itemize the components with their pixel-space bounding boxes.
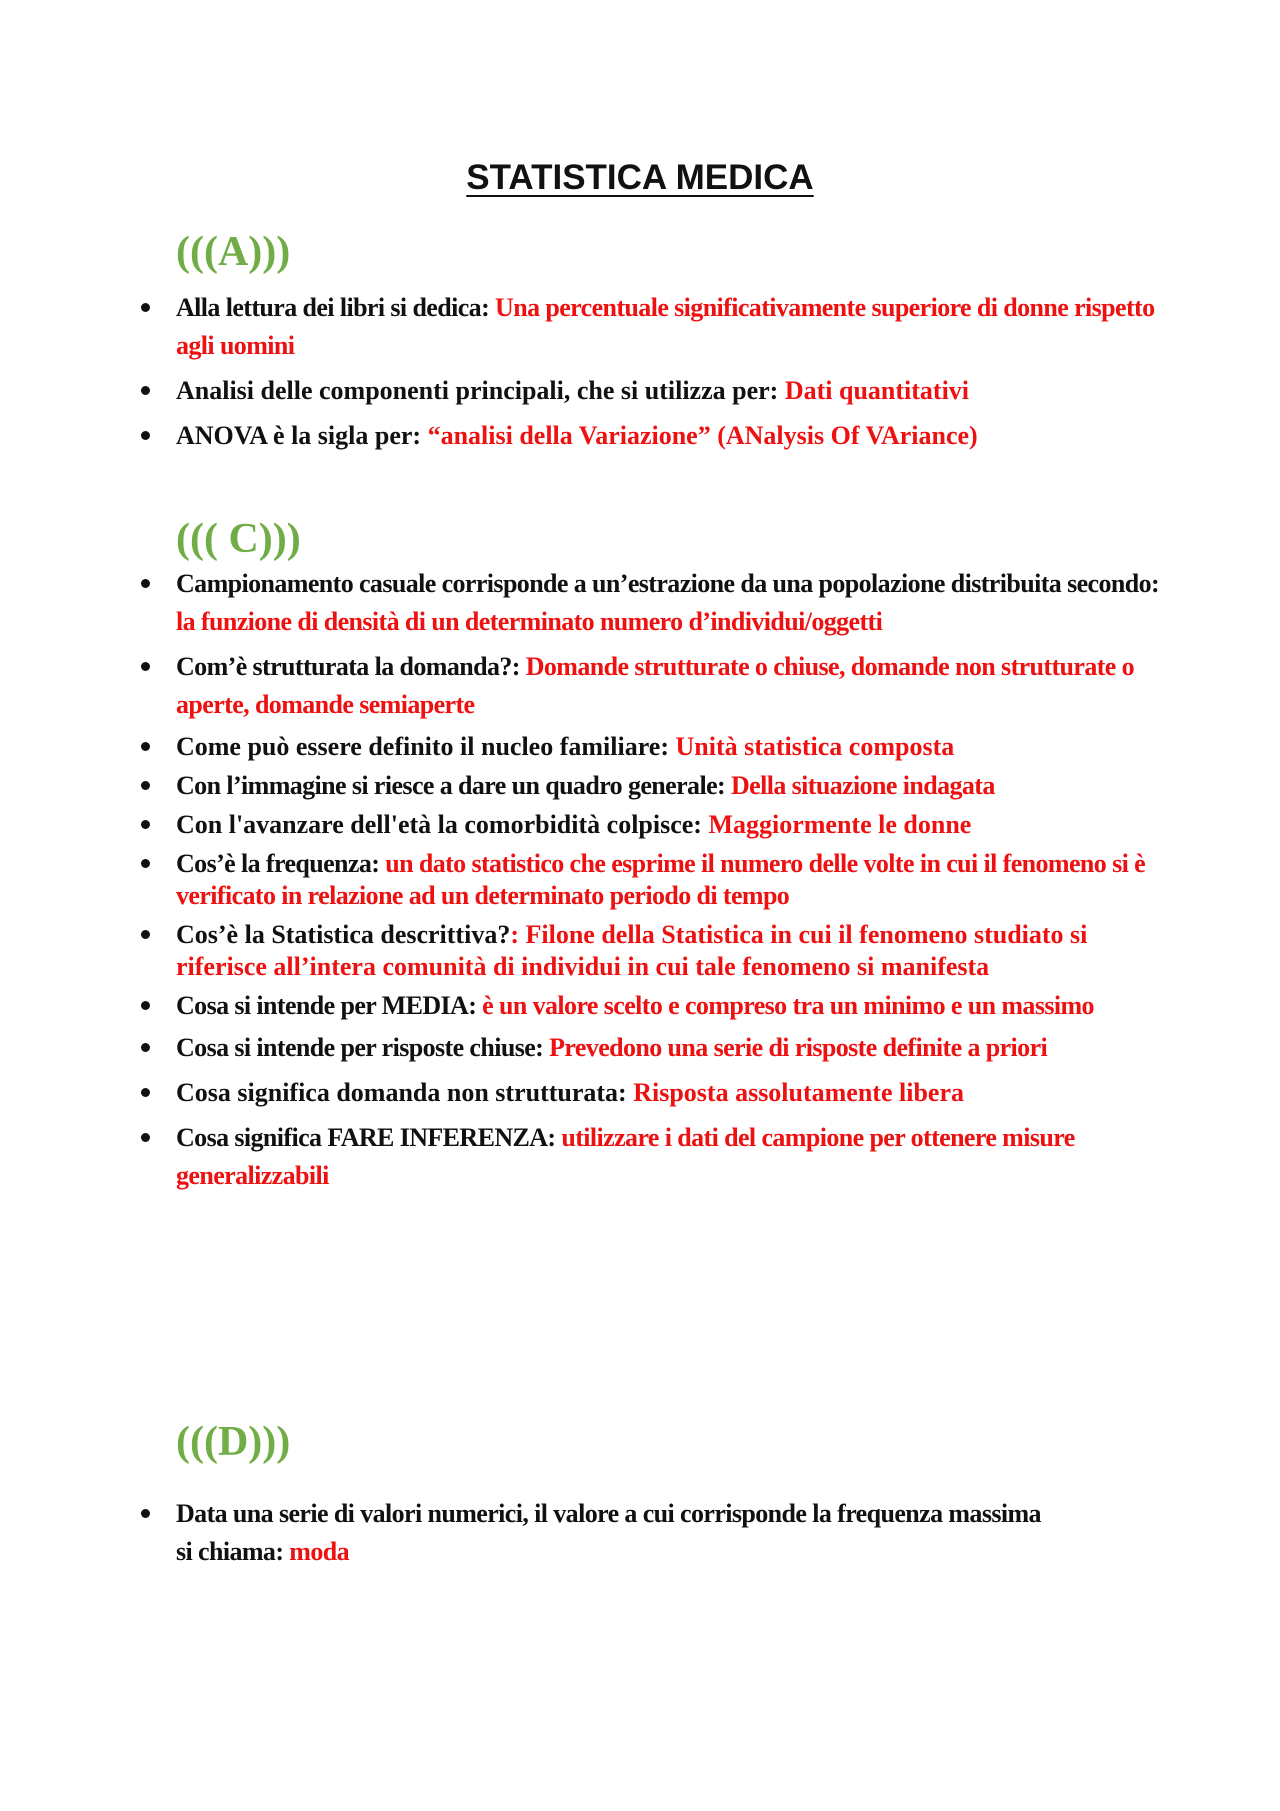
question-text: Cosa significa FARE INFERENZA: bbox=[176, 1123, 562, 1152]
section-list-d bbox=[176, 1495, 1166, 1578]
answer-text: Dati quantitativi bbox=[784, 376, 970, 405]
list-item bbox=[176, 289, 1166, 365]
question-text: Cosa significa domanda non strutturata: bbox=[176, 1078, 634, 1107]
answer-text: : Filone della Statistica in cui il fenomeno studiato si riferisce all’intera comunità di individui in cui tale fenomeno si manifesta bbox=[176, 920, 1088, 981]
answer-text: Una percentuale significativamente superiore di donne rispetto agli uomini bbox=[176, 293, 1155, 360]
answer-text: Della situazione indagata bbox=[730, 771, 995, 800]
list-item bbox=[176, 1029, 1166, 1067]
question-text: Cos’è la Statistica descrittiva? bbox=[176, 920, 511, 949]
question-text: Cosa si intende per risposte chiuse: bbox=[176, 1033, 550, 1062]
list-item bbox=[176, 1119, 1166, 1195]
question-text: Alla lettura dei libri si dedica: bbox=[176, 293, 496, 322]
answer-text: Unità statistica composta bbox=[675, 732, 955, 761]
list-item bbox=[176, 990, 1166, 1022]
question-text: Com’è strutturata la domanda?: bbox=[176, 652, 526, 681]
answer-text: “analisi della Variazione” (ANalysis Of VAriance) bbox=[427, 421, 978, 450]
question-text: Con l'avanzare dell'età la comorbidità colpisce: bbox=[176, 810, 709, 839]
question-text: Campionamento casuale corrisponde a un’estrazione da una popolazione distribuita secondo: bbox=[176, 569, 1160, 598]
page-title-text: STATISTICA MEDICA bbox=[466, 158, 814, 197]
answer-text: moda bbox=[289, 1537, 350, 1566]
list-item bbox=[176, 1495, 1056, 1571]
list-item bbox=[176, 417, 1166, 455]
list-item bbox=[176, 809, 1166, 841]
answer-text: la funzione di densità di un determinato numero d’individui/oggetti bbox=[176, 607, 883, 636]
answer-text: è un valore scelto e compreso tra un minimo e un massimo bbox=[482, 991, 1094, 1020]
question-text: Con l’immagine si riesce a dare un quadro generale: bbox=[176, 771, 731, 800]
question-text: Analisi delle componenti principali, che si utilizza per: bbox=[176, 376, 785, 405]
answer-text: Prevedono una serie di risposte definite a priori bbox=[549, 1033, 1048, 1062]
list-item bbox=[176, 565, 1166, 641]
list-item bbox=[176, 770, 1166, 802]
section-heading-a: (((A))) bbox=[176, 229, 291, 275]
answer-text: Domande strutturate o chiuse, domande non strutturate o aperte, domande semiaperte bbox=[176, 652, 1135, 719]
answer-text: un dato statistico che esprime il numero delle volte in cui il fenomeno si è verificato in relazione ad un determinato periodo di tempo bbox=[176, 849, 1146, 910]
section-list-a bbox=[176, 289, 1166, 462]
list-item bbox=[176, 648, 1166, 724]
question-text: Cosa si intende per MEDIA: bbox=[176, 991, 483, 1020]
answer-text: utilizzare i dati del campione per ottenere misure generalizzabili bbox=[176, 1123, 1075, 1190]
list-item bbox=[176, 731, 1166, 763]
list-item bbox=[176, 848, 1166, 912]
section-heading-d: (((D))) bbox=[176, 1419, 291, 1465]
answer-text: Risposta assolutamente libera bbox=[633, 1078, 964, 1107]
section-list-c bbox=[176, 565, 1166, 1202]
question-text: ANOVA è la sigla per: bbox=[176, 421, 428, 450]
section-heading-c: ((( C))) bbox=[176, 516, 301, 562]
answer-text: Maggiormente le donne bbox=[708, 810, 972, 839]
list-item bbox=[176, 1074, 1166, 1112]
question-text: Come può essere definito il nucleo familiare: bbox=[176, 732, 676, 761]
page-title bbox=[0, 158, 1280, 198]
question-text: Cos’è la frequenza: bbox=[176, 849, 386, 878]
question-text: Data una serie di valori numerici, il valore a cui corrisponde la frequenza massima si chiama: bbox=[176, 1499, 1041, 1566]
list-item bbox=[176, 372, 1166, 410]
list-item bbox=[176, 919, 1166, 983]
